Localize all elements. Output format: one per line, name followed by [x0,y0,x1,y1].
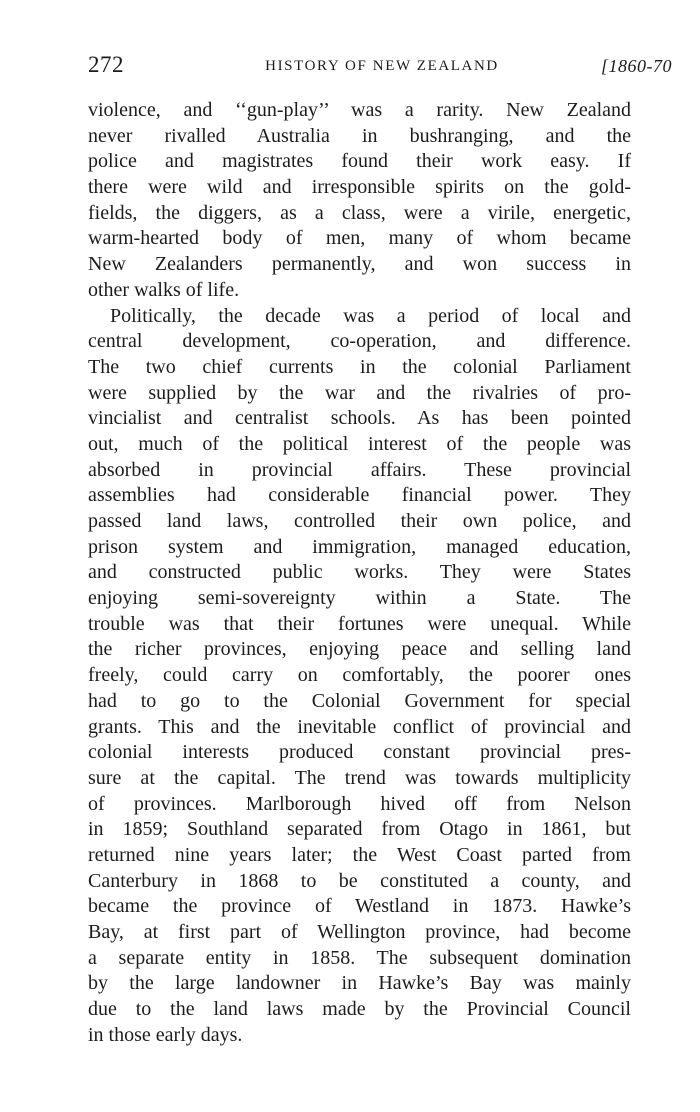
text-line: vincialist and centralist schools. As has been pointed [88,407,631,430]
paragraph-end-line: in those early days. [88,1023,243,1046]
text-line: fields, the diggers, as a class, were a virile, energetic, [88,201,631,224]
text-line: out, much of the political interest of the people was [88,432,631,455]
text-line: colonial interests produced constant provincial pres- [88,741,631,764]
text-line: and constructed public works. They were States [88,561,631,584]
text-line: warm-hearted body of men, many of whom became [88,227,631,250]
text-line: The two chief currents in the colonial Parliament [88,355,631,378]
text-line: never rivalled Australia in bushranging, and the [88,124,631,147]
text-line: were supplied by the war and the rivalries of pro- [88,381,631,404]
text-line: passed land laws, controlled their own police, and [88,510,631,532]
text-line: trouble was that their fortunes were unequal. While [88,612,631,635]
running-head [88,52,672,82]
text-line: assemblies had considerable financial power. They [88,484,631,507]
text-line: Bay, at first part of Wellington province, had become [88,921,631,943]
text-line: there were wild and irresponsible spirits on the gold- [88,176,631,199]
running-title: HISTORY OF NEW ZEALAND [265,58,499,74]
text-line: central development, co-operation, and difference. [88,330,631,353]
text-line: of provinces. Marlborough hived off from Nelson [88,792,631,815]
text-line: became the province of Westland in 1873. Hawke’s [88,895,631,918]
text-line: a separate entity in 1858. The subsequent domination [88,946,631,969]
text-line: absorbed in provincial affairs. These provincial [88,458,631,481]
text-line: the richer provinces, enjoying peace and selling land [88,638,631,661]
text-line: grants. This and the inevitable conflict of provincial and [88,715,631,738]
body-text [88,98,631,1048]
text-line: returned nine years later; the West Coast parted from [88,843,631,866]
text-line: enjoying semi-sovereignty within a State. The [88,587,631,610]
text-line: violence, and ‘‘gun-play’’ was a rarity. New Zealand [88,99,631,121]
text-line: in 1859; Southland separated from Otago in 1861, but [88,818,631,841]
paragraph-start-line: Politically, the decade was a period of local and [110,304,631,327]
text-line: sure at the capital. The trend was towards multiplicity [88,766,631,789]
text-line: due to the land laws made by the Provincial Council [88,998,631,1021]
text-line: prison system and immigration, managed education, [88,535,631,558]
text-line: freely, could carry on comfortably, the poorer ones [88,664,631,687]
text-line: by the large landowner in Hawke’s Bay was mainly [88,972,631,995]
paragraph-end-line: other walks of life. [88,278,240,301]
text-line: police and magistrates found their work easy. If [88,150,631,173]
text-line: New Zealanders permanently, and won success in [88,253,631,276]
date-range: [1860-70 [601,56,672,76]
page-number: 272 [88,52,124,77]
text-line: Canterbury in 1868 to be constituted a county, and [88,869,631,892]
text-line: had to go to the Colonial Government for special [88,689,631,712]
